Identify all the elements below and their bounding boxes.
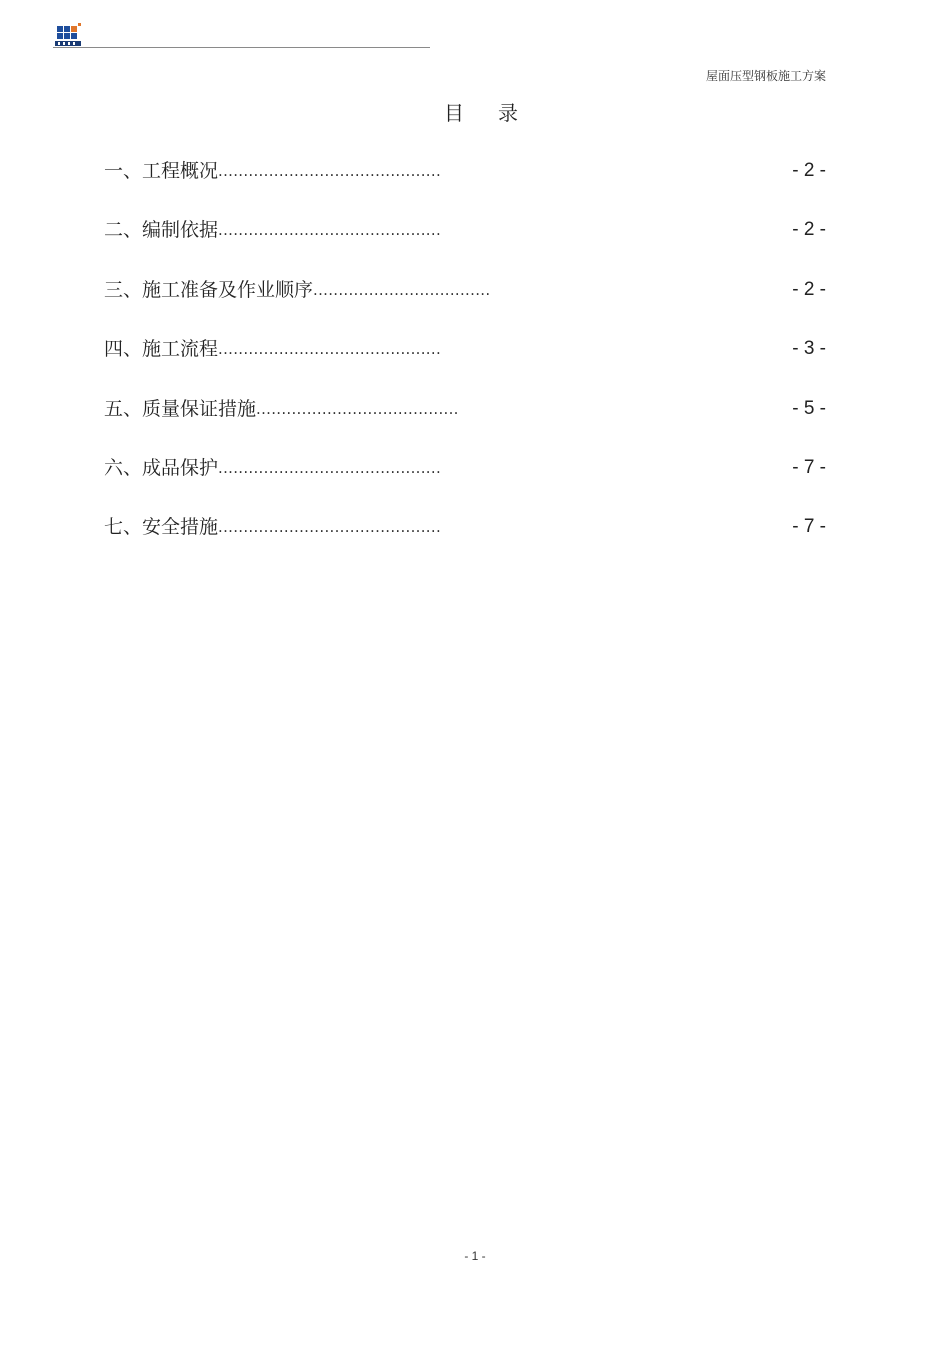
- toc-entry-page: - 2 -: [792, 278, 826, 300]
- toc-entry-leader: ............................................: [218, 221, 442, 240]
- toc-entry-page: - 2 -: [792, 219, 826, 241]
- toc-entry-leader: ............................................: [218, 162, 442, 180]
- toc-entry-page: - 5 -: [792, 397, 826, 419]
- toc-entry[interactable]: [104, 454, 826, 513]
- toc-entry-page: - 3 -: [792, 338, 826, 360]
- toc-entry-leader: ............................................: [218, 340, 442, 359]
- toc-entry-leader: ............................................: [218, 518, 442, 537]
- toc-entry-label: 四、施工流程: [104, 338, 219, 361]
- toc-entry[interactable]: [104, 395, 826, 454]
- toc-entry-leader: ...................................: [313, 280, 491, 299]
- toc-entry-label: 五、质量保证措施: [104, 397, 257, 420]
- toc-entry-leader: ............................................: [218, 458, 442, 477]
- toc-entry[interactable]: [104, 335, 826, 394]
- toc-list: [104, 157, 826, 573]
- toc-entry-label: 一、工程概况: [104, 160, 219, 182]
- toc-heading-left: 目: [444, 101, 464, 125]
- header-divider: [53, 47, 430, 48]
- toc-entry[interactable]: [104, 513, 826, 572]
- document-header-title: 屋面压型钢板施工方案: [705, 69, 826, 83]
- toc-entry-leader: ........................................: [256, 399, 459, 418]
- toc-entry-label: 二、编制依据: [104, 219, 219, 242]
- toc-entry[interactable]: [104, 276, 826, 335]
- toc-entry-page: - 7 -: [792, 516, 826, 538]
- toc-heading-right: 录: [498, 101, 518, 125]
- toc-entry[interactable]: [104, 157, 826, 216]
- footer-page-number: - 1 -: [464, 1249, 486, 1263]
- company-logo-icon: [53, 22, 83, 48]
- toc-entry-label: 六、成品保护: [104, 456, 219, 479]
- toc-entry[interactable]: [104, 216, 826, 275]
- toc-entry-label: 三、施工准备及作业顺序: [104, 278, 314, 301]
- toc-entry-label: 七、安全措施: [104, 516, 219, 539]
- toc-heading: [0, 97, 950, 126]
- toc-entry-page: - 7 -: [792, 456, 826, 478]
- toc-entry-page: - 2 -: [792, 160, 826, 181]
